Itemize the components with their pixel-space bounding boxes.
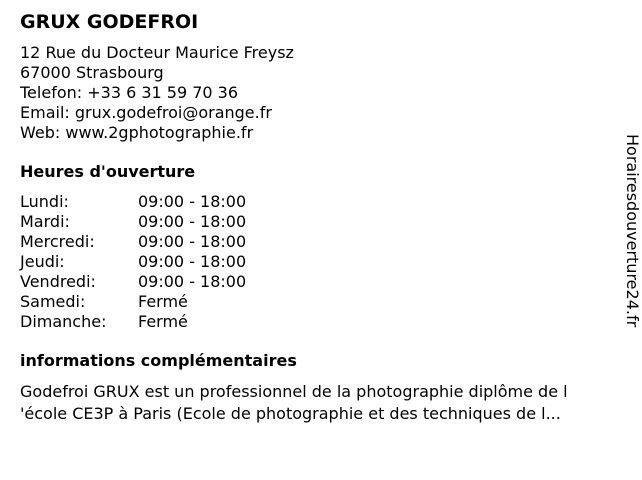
- day-label: Lundi:: [20, 192, 69, 211]
- hours-row: [20, 252, 610, 272]
- email-line: Email: grux.godefroi@orange.fr: [20, 103, 272, 122]
- additional-info-heading: informations complémentaires: [20, 351, 297, 370]
- hours-row: [20, 292, 610, 312]
- hours-row: [20, 272, 610, 292]
- day-label: Dimanche:: [20, 312, 107, 331]
- hours-row: [20, 212, 610, 232]
- day-hours: Fermé: [138, 312, 188, 331]
- day-label: Mercredi:: [20, 232, 95, 251]
- hours-row: [20, 232, 610, 252]
- info-line: 'école CE3P à Paris (Ecole de photographie et des techniques de l...: [20, 404, 561, 423]
- hours-row: [20, 312, 610, 332]
- day-hours: 09:00 - 18:00: [138, 232, 247, 251]
- day-hours: 09:00 - 18:00: [138, 272, 247, 291]
- day-label: Jeudi:: [20, 252, 65, 271]
- additional-info-text: [20, 381, 610, 425]
- business-card: [20, 10, 610, 425]
- hours-row: [20, 192, 610, 212]
- day-hours: 09:00 - 18:00: [138, 212, 247, 231]
- address-block: [20, 43, 610, 143]
- business-name: GRUX GODEFROI: [20, 11, 199, 33]
- day-hours: 09:00 - 18:00: [138, 252, 247, 271]
- day-label: Mardi:: [20, 212, 70, 231]
- opening-hours-heading: Heures d'ouverture: [20, 162, 196, 181]
- phone-line: Telefon: +33 6 31 59 70 36: [20, 83, 239, 102]
- web-line: Web: www.2gphotographie.fr: [20, 123, 254, 142]
- site-watermark: Horairesdouverture24.fr: [623, 134, 642, 328]
- day-label: Samedi:: [20, 292, 86, 311]
- day-label: Vendredi:: [20, 272, 96, 291]
- info-line: Godefroi GRUX est un professionnel de la photographie diplôme de l: [20, 382, 568, 401]
- postal-city: 67000 Strasbourg: [20, 63, 164, 82]
- day-hours: Fermé: [138, 292, 188, 311]
- opening-hours-table: [20, 192, 610, 332]
- street-address: 12 Rue du Docteur Maurice Freysz: [20, 43, 294, 62]
- day-hours: 09:00 - 18:00: [138, 192, 247, 211]
